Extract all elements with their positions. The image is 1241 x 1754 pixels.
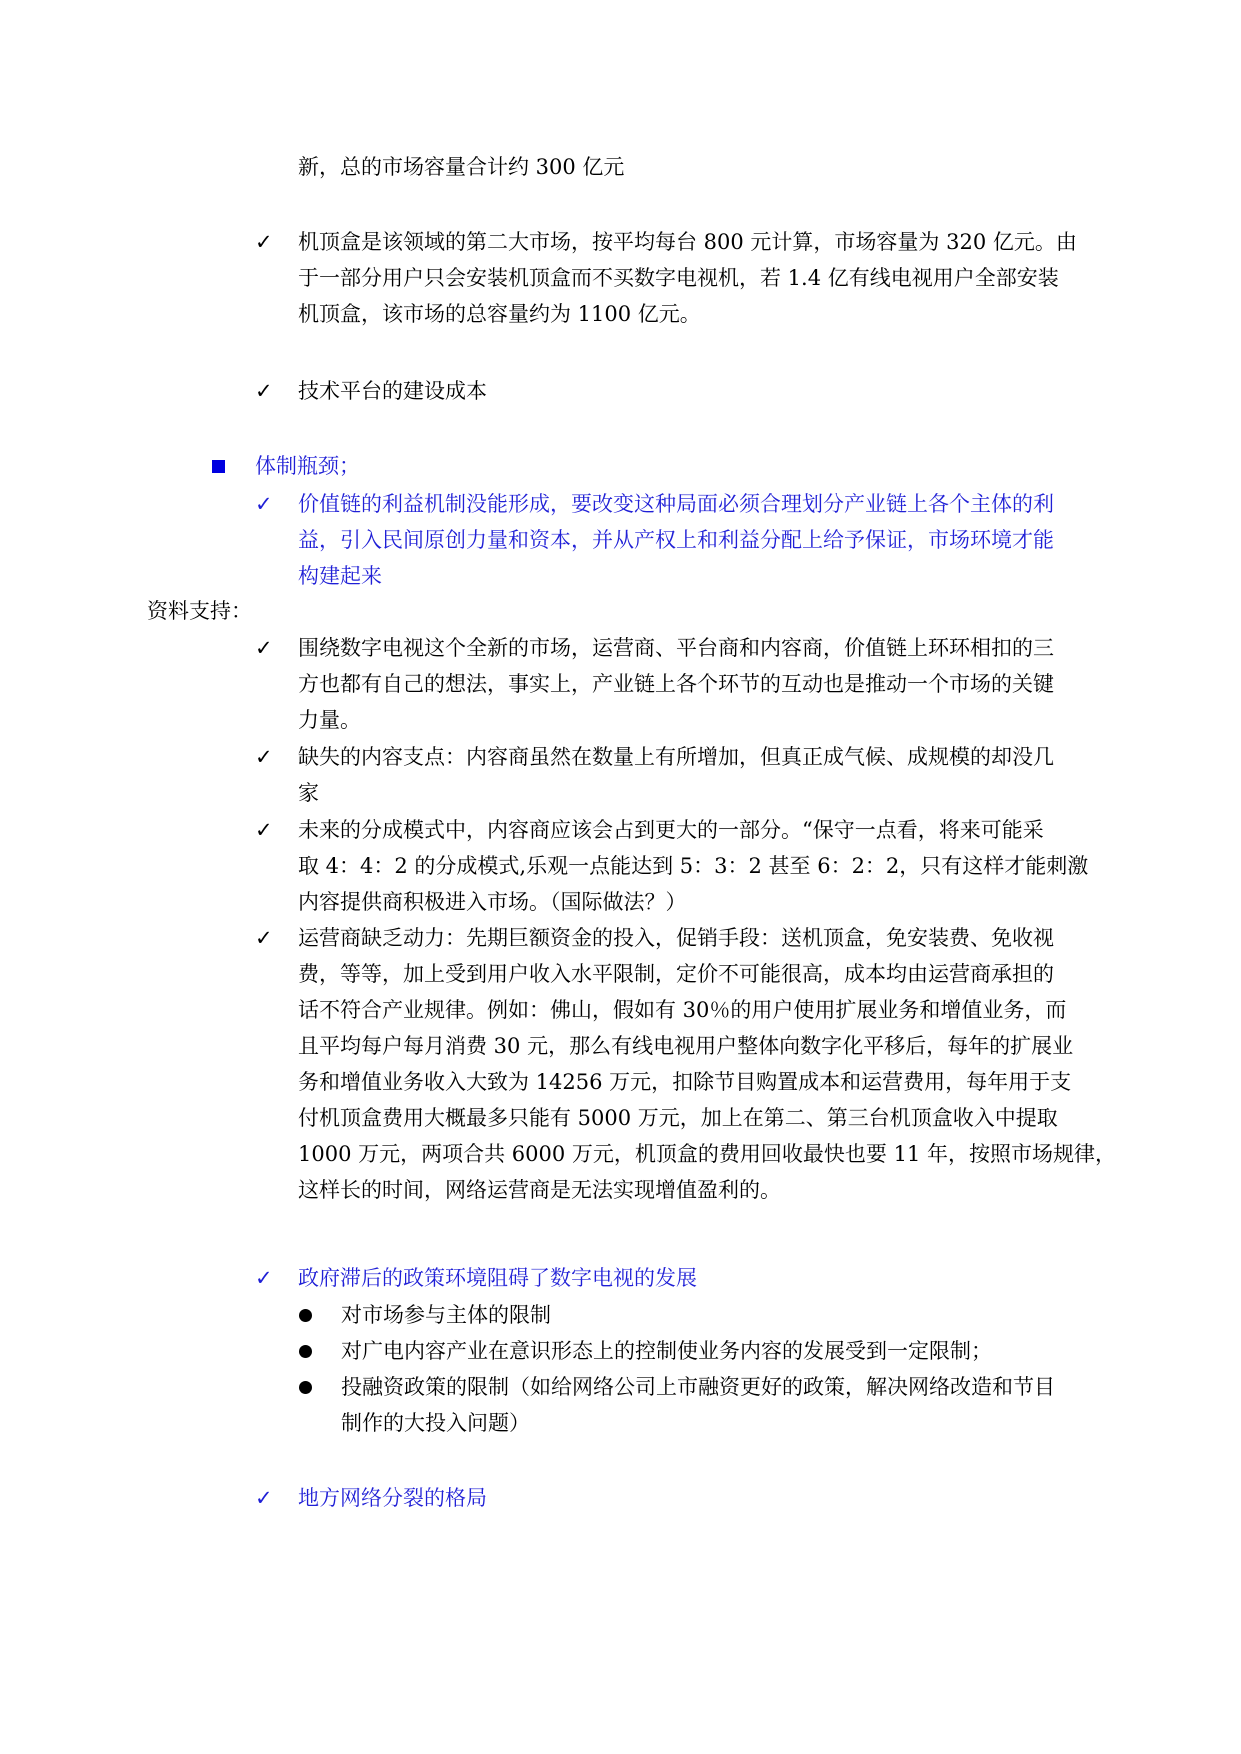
text-line: 投融资政策的限制（如给网络公司上市融资更好的政策，解决网络改造和节目 [341, 1375, 1055, 1399]
text-line: 未来的分成模式中，内容商应该会占到更大的一部分。“保守一点看，将来可能采 [298, 818, 1044, 842]
round-bullet-icon [299, 1381, 312, 1394]
text-line: 机顶盒是该领域的第二大市场，按平均每台 800 元计算，市场容量为 320 亿元。由 [298, 230, 1077, 254]
text-line: 内容提供商积极进入市场。（国际做法？） [298, 890, 687, 914]
check-icon: ✓ [255, 818, 273, 842]
text-line: 对广电内容产业在意识形态上的控制使业务内容的发展受到一定限制； [341, 1339, 992, 1363]
check-icon: ✓ [255, 379, 273, 403]
text-line: 对市场参与主体的限制 [341, 1303, 551, 1327]
text-line: 机顶盒，该市场的总容量约为 1100 亿元。 [298, 302, 701, 326]
text-line: 这样长的时间，网络运营商是无法实现增值盈利的。 [298, 1178, 781, 1202]
round-bullet-icon [299, 1309, 312, 1322]
text-line: 方也都有自己的想法，事实上，产业链上各个环节的互动也是推动一个市场的关键 [298, 672, 1054, 696]
text-line: 力量。 [298, 708, 361, 732]
check-icon: ✓ [255, 230, 273, 254]
text-line: 政府滞后的政策环境阻碍了数字电视的发展 [298, 1266, 697, 1290]
text-line: 1000 万元，两项合共 6000 万元，机顶盒的费用回收最快也要 11 年，按照市场规律， [298, 1142, 1116, 1166]
text-line: 价值链的利益机制没能形成，要改变这种局面必须合理划分产业链上各个主体的利 [298, 492, 1054, 516]
text-line: 缺失的内容支点：内容商虽然在数量上有所增加，但真正成气候、成规模的却没几 [298, 745, 1054, 769]
round-bullet-icon [299, 1345, 312, 1358]
check-icon: ✓ [255, 492, 273, 516]
text-line: 取 4：4：2 的分成模式,乐观一点能达到 5：3：2 甚至 6：2：2，只有这样才能刺激 [298, 854, 1089, 878]
text-line: 且平均每户每月消费 30 元，那么有线电视用户整体向数字化平移后，每年的扩展业 [298, 1034, 1074, 1058]
text-line: 付机顶盒费用大概最多只能有 5000 万元，加上在第二、第三台机顶盒收入中提取 [298, 1106, 1058, 1130]
text-line: 费，等等，加上受到用户收入水平限制，定价不可能很高，成本均由运营商承担的 [298, 962, 1054, 986]
check-icon: ✓ [255, 745, 273, 769]
text-line: 围绕数字电视这个全新的市场，运营商、平台商和内容商，价值链上环环相扣的三 [298, 636, 1054, 660]
text-line: 运营商缺乏动力：先期巨额资金的投入，促销手段：送机顶盒，免安装费、免收视 [298, 926, 1054, 950]
square-bullet-icon [212, 460, 225, 473]
text-line: 资料支持： [147, 599, 252, 623]
check-icon: ✓ [255, 636, 273, 660]
text-line: 家 [298, 781, 319, 805]
text-line: 新，总的市场容量合计约 300 亿元 [298, 155, 625, 179]
text-line: 体制瓶颈； [255, 454, 360, 478]
text-line: 地方网络分裂的格局 [298, 1486, 487, 1510]
text-line: 构建起来 [298, 564, 382, 588]
check-icon: ✓ [255, 1266, 273, 1290]
check-icon: ✓ [255, 1486, 273, 1510]
text-line: 制作的大投入问题） [341, 1411, 530, 1435]
check-icon: ✓ [255, 926, 273, 950]
text-line: 话不符合产业规律。例如：佛山，假如有 30％的用户使用扩展业务和增值业务，而 [298, 998, 1067, 1022]
text-line: 技术平台的建设成本 [298, 379, 487, 403]
text-line: 于一部分用户只会安装机顶盒而不买数字电视机，若 1.4 亿有线电视用户全部安装 [298, 266, 1059, 290]
text-line: 务和增值业务收入大致为 14256 万元，扣除节目购置成本和运营费用，每年用于支 [298, 1070, 1072, 1094]
text-line: 益，引入民间原创力量和资本，并从产权上和利益分配上给予保证，市场环境才能 [298, 528, 1054, 552]
